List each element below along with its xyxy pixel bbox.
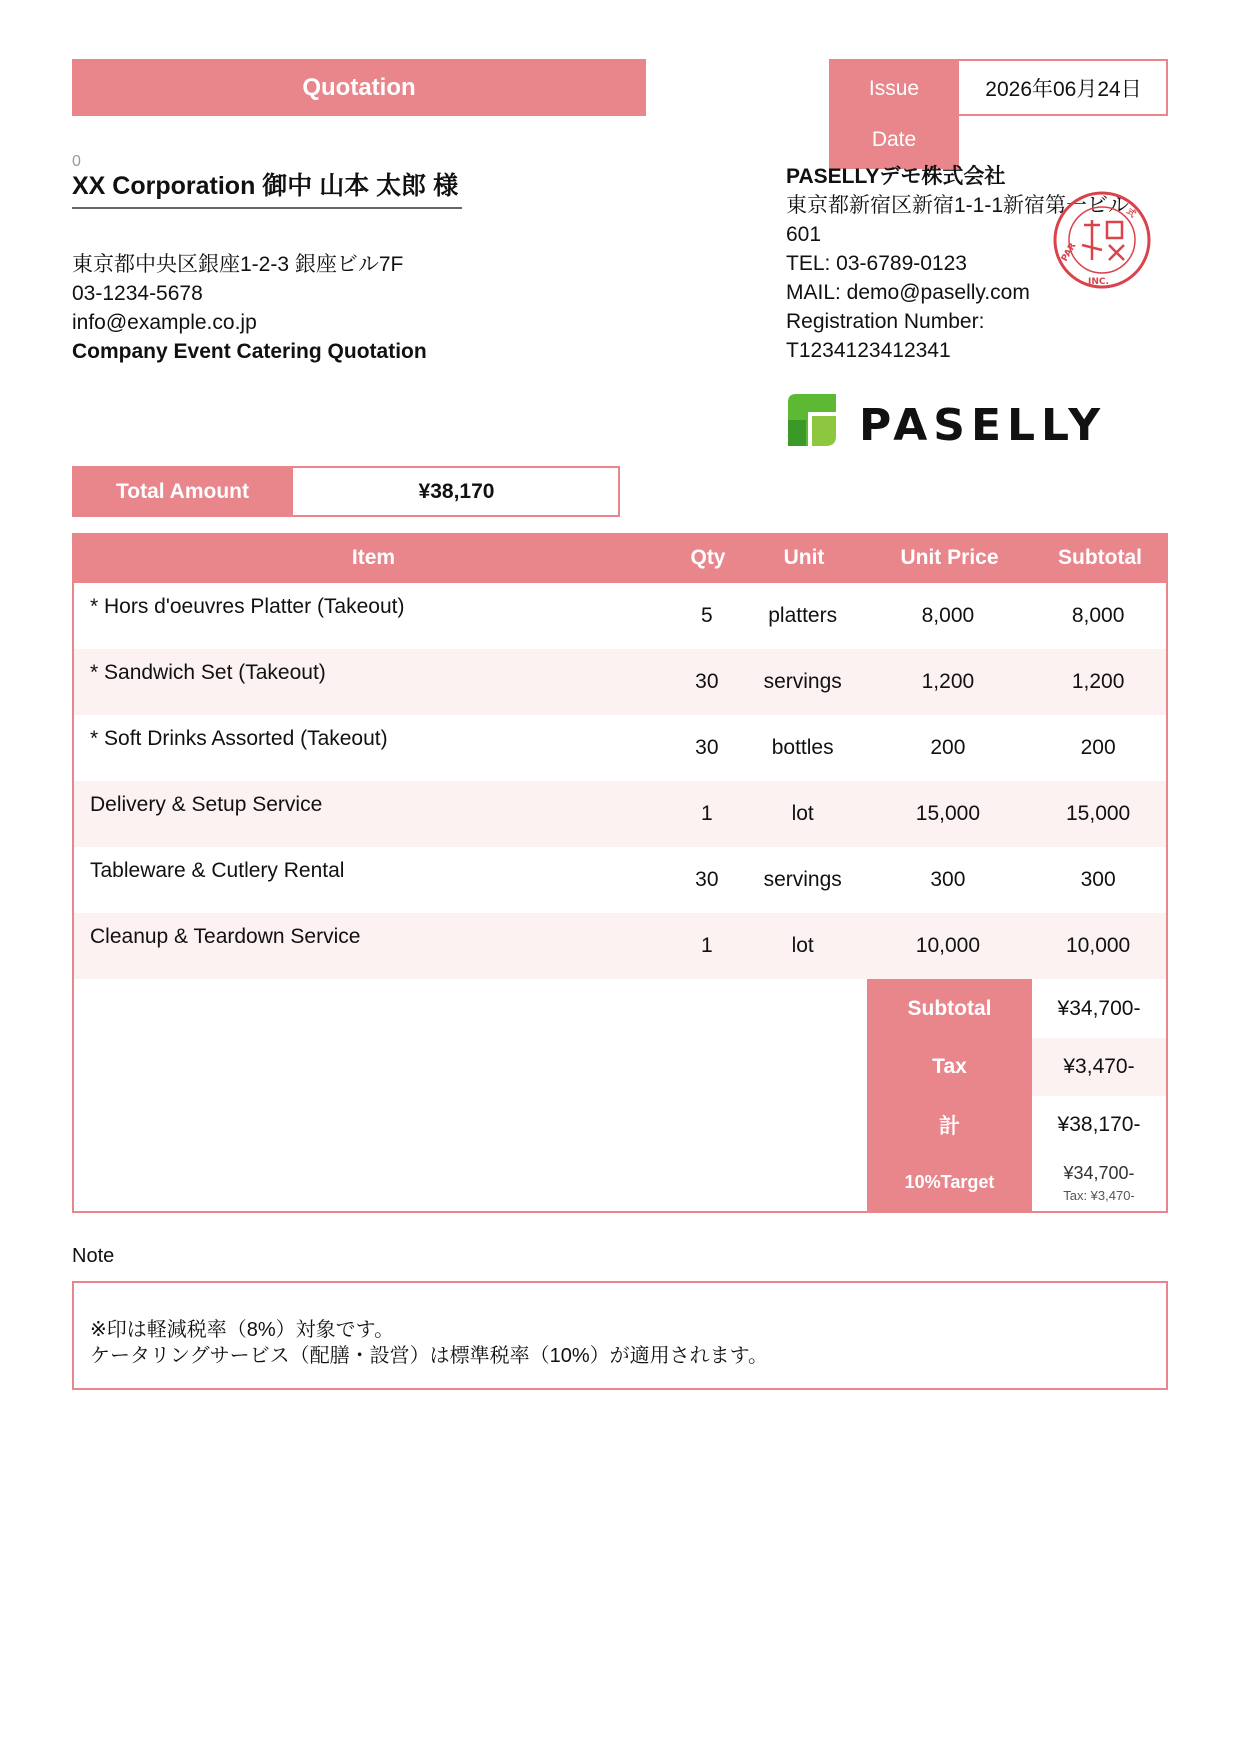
row-unit-price: 15,000 xyxy=(915,802,981,825)
client-details xyxy=(72,250,427,366)
row-item: Tableware & Cutlery Rental xyxy=(90,859,345,882)
summary-total-label: 計 xyxy=(867,1096,1032,1153)
summary-target-tax: Tax: ¥3,470- xyxy=(1063,1188,1135,1203)
summary-total-value: ¥38,170- xyxy=(1057,1112,1141,1136)
company-address: 東京都新宿区新宿1-1-1新宿第一ビル601 xyxy=(786,194,1130,246)
summary-tax-value: ¥3,470- xyxy=(1032,1038,1166,1096)
row-unit: servings xyxy=(763,670,842,693)
paselly-logo xyxy=(784,390,1114,450)
header-unit-price: Unit Price xyxy=(900,546,999,569)
total-amount-label: Total Amount xyxy=(72,466,293,517)
client-email: info@example.co.jp xyxy=(72,311,257,334)
registration-number: T1234123412341 xyxy=(786,339,951,362)
row-subtotal: 1,200 xyxy=(1071,670,1125,693)
company-mail: MAIL: demo@paselly.com xyxy=(786,281,1030,304)
client-name: XX Corporation 御中 山本 太郎 様 xyxy=(72,172,462,209)
row-unit: platters xyxy=(768,604,838,627)
svg-text:PAR: PAR xyxy=(1059,241,1079,264)
row-qty: 30 xyxy=(695,736,719,759)
logo-text: PASELLY xyxy=(859,400,1107,450)
row-subtotal: 8,000 xyxy=(1071,604,1125,627)
client-phone: 03-1234-5678 xyxy=(72,282,203,305)
issue-date-label-line2: Date xyxy=(871,127,917,151)
header-subtotal: Subtotal xyxy=(1058,546,1142,569)
row-item: * Hors d'oeuvres Platter (Takeout) xyxy=(90,595,405,618)
total-amount-value: ¥38,170 xyxy=(418,479,495,503)
summary-target-label: 10%Target xyxy=(867,1153,1032,1211)
header-item: Item xyxy=(351,546,396,569)
quotation-subject: Company Event Catering Quotation xyxy=(72,340,427,363)
note-title: Note xyxy=(72,1245,115,1267)
company-name: PASELLYデモ株式会社 xyxy=(786,165,1006,188)
header-qty: Qty xyxy=(690,546,726,569)
row-unit: bottles xyxy=(771,736,834,759)
issue-date-value: 2026年06月24日 xyxy=(985,77,1142,101)
header-unit: Unit xyxy=(783,546,825,569)
issue-date-label xyxy=(829,59,959,169)
company-tel: TEL: 03-6789-0123 xyxy=(786,252,967,275)
row-subtotal: 15,000 xyxy=(1066,802,1131,825)
table-row xyxy=(74,781,1166,847)
row-subtotal: 10,000 xyxy=(1066,934,1131,957)
note-line: ※印は軽減税率（8%）対象です。 xyxy=(90,1319,395,1341)
company-seal-icon xyxy=(1052,190,1152,290)
table-row xyxy=(74,847,1166,913)
summary-target-amount: ¥34,700- xyxy=(1063,1163,1135,1183)
client-address: 東京都中央区銀座1-2-3 銀座ビル7F xyxy=(72,253,404,276)
client-number: 0 xyxy=(72,153,81,170)
row-item: * Soft Drinks Assorted (Takeout) xyxy=(90,727,388,750)
row-qty: 30 xyxy=(695,868,719,891)
row-subtotal: 300 xyxy=(1080,868,1116,891)
row-item: Delivery & Setup Service xyxy=(90,793,323,816)
row-qty: 1 xyxy=(701,934,713,957)
row-unit: lot xyxy=(791,802,814,825)
summary-subtotal-label: Subtotal xyxy=(867,979,1032,1038)
table-row xyxy=(74,649,1166,715)
table-header xyxy=(72,533,1168,583)
table-row xyxy=(74,715,1166,781)
row-qty: 5 xyxy=(701,604,713,627)
summary-subtotal-value: ¥34,700- xyxy=(1057,996,1141,1020)
svg-text:INC.: INC. xyxy=(1088,277,1109,287)
note-line: ケータリングサービス（配膳・設営）は標準税率（10%）が適用されます。 xyxy=(90,1345,769,1367)
row-unit: servings xyxy=(763,868,842,891)
row-item: * Sandwich Set (Takeout) xyxy=(90,661,326,684)
row-qty: 1 xyxy=(701,802,713,825)
svg-text:式: 式 xyxy=(1124,206,1138,221)
row-unit-price: 300 xyxy=(930,868,966,891)
row-unit-price: 200 xyxy=(930,736,966,759)
summary-target-value xyxy=(1032,1153,1166,1213)
row-subtotal: 200 xyxy=(1080,736,1116,759)
row-unit-price: 1,200 xyxy=(921,670,975,693)
note-box xyxy=(72,1281,1168,1390)
issue-date-label-line1: Issue xyxy=(868,76,920,100)
document-title: Quotation xyxy=(72,59,646,116)
row-item: Cleanup & Teardown Service xyxy=(90,925,361,948)
row-unit: lot xyxy=(791,934,814,957)
registration-label: Registration Number: xyxy=(786,310,985,333)
row-unit-price: 8,000 xyxy=(921,604,975,627)
summary-tax-label: Tax xyxy=(867,1038,1032,1096)
row-unit-price: 10,000 xyxy=(915,934,981,957)
table-row xyxy=(74,583,1166,649)
table-row xyxy=(74,913,1166,979)
row-qty: 30 xyxy=(695,670,719,693)
